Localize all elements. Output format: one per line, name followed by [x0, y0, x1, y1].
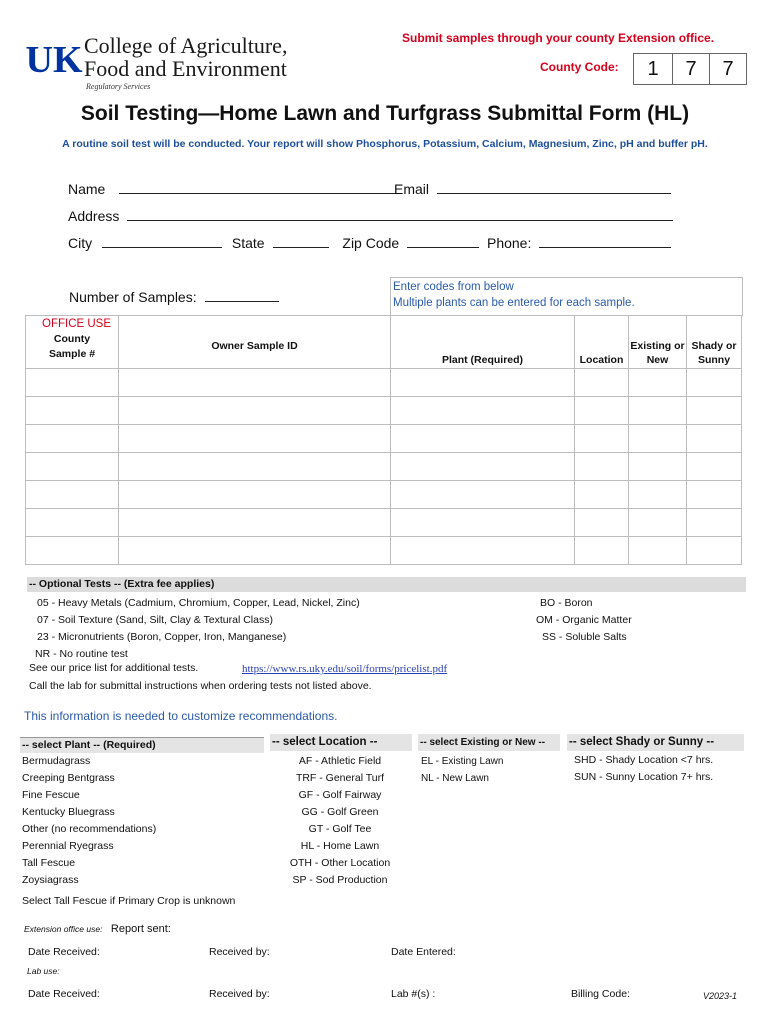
optional-tests-header: -- Optional Tests -- (Extra fee applies)	[27, 577, 746, 592]
cell-shady[interactable]	[687, 397, 742, 425]
address-label: Address	[68, 208, 120, 224]
codes-note-box	[390, 277, 743, 316]
county-code-digit: 1	[633, 53, 673, 85]
shady-list	[574, 752, 713, 786]
cell-existing[interactable]	[629, 425, 687, 453]
county-code-boxes	[633, 53, 747, 85]
list-item: Kentucky Bluegrass	[22, 806, 115, 818]
cell-location[interactable]	[575, 425, 629, 453]
col-plant	[391, 316, 575, 369]
city-row	[68, 233, 671, 251]
optional-test-item: BO - Boron	[540, 597, 593, 609]
table-row	[26, 509, 742, 537]
list-item: SP - Sod Production	[292, 874, 388, 886]
col-location	[575, 316, 629, 369]
list-item: NL - New Lawn	[421, 773, 489, 784]
cell-plant[interactable]	[391, 537, 575, 565]
list-item: SHD - Shady Location <7 hrs.	[574, 754, 714, 766]
cell-existing[interactable]	[629, 453, 687, 481]
cell-shady[interactable]	[687, 453, 742, 481]
cell-existing[interactable]	[629, 369, 687, 397]
state-field[interactable]	[273, 233, 329, 248]
name-row	[68, 179, 397, 197]
number-samples-label: Number of Samples:	[69, 289, 197, 305]
cell-shady[interactable]	[687, 509, 742, 537]
county-code-digit: 7	[710, 53, 747, 85]
cell-owner[interactable]	[119, 425, 391, 453]
optional-tests-right	[536, 595, 632, 646]
office-use-label: OFFICE USE	[42, 318, 112, 330]
county-code-label: County Code:	[540, 60, 619, 74]
table-row	[26, 537, 742, 565]
price-note: See our price list for additional tests.	[29, 662, 199, 674]
college-name-line2: Food and Environment	[84, 56, 287, 81]
call-note: Call the lab for submittal instructions when ordering tests not listed above.	[29, 680, 372, 692]
table-row	[26, 369, 742, 397]
col-location-label: Location	[579, 354, 624, 366]
date-received-lab-label: Date Received:	[28, 988, 100, 1000]
table-row	[26, 453, 742, 481]
plant-footnote: Select Tall Fescue if Primary Crop is unknown	[22, 895, 236, 907]
cell-plant[interactable]	[391, 453, 575, 481]
samples-header-row	[26, 316, 742, 369]
cell-location[interactable]	[575, 397, 629, 425]
lab-use-label: Lab use:	[27, 966, 60, 976]
col-owner-id	[119, 316, 391, 369]
cell-location[interactable]	[575, 509, 629, 537]
cell-county[interactable]	[26, 537, 119, 565]
report-sent-label: Report sent:	[110, 923, 171, 935]
optional-test-item: OM - Organic Matter	[536, 614, 632, 626]
location-list-header: -- select Location --	[270, 734, 412, 751]
col-owner-label: Owner Sample ID	[211, 340, 298, 352]
phone-label: Phone:	[486, 235, 532, 251]
optional-test-item: SS - Soluble Salts	[542, 631, 627, 643]
plant-list-header: -- select Plant -- (Required)	[20, 737, 264, 753]
cell-plant[interactable]	[391, 425, 575, 453]
list-item: GT - Golf Tee	[308, 823, 372, 835]
codes-note-2: Multiple plants can be entered for each sample.	[393, 297, 635, 309]
email-label: Email	[394, 181, 430, 197]
list-item: Fine Fescue	[22, 789, 80, 801]
col-sample-label: Sample #	[48, 348, 96, 360]
submit-note: Submit samples through your county Extension office.	[402, 31, 715, 45]
cell-owner[interactable]	[119, 453, 391, 481]
email-field[interactable]	[437, 179, 671, 194]
name-field[interactable]	[119, 179, 397, 194]
plant-list	[22, 753, 156, 889]
list-item: Creeping Bentgrass	[22, 772, 115, 784]
col-county-label: County	[53, 333, 91, 345]
college-name-line1: College of Agriculture,	[84, 33, 288, 58]
cell-owner[interactable]	[119, 537, 391, 565]
cell-shady[interactable]	[687, 425, 742, 453]
existing-list	[421, 753, 503, 787]
cell-owner[interactable]	[119, 369, 391, 397]
cell-county[interactable]	[26, 453, 119, 481]
cell-existing[interactable]	[629, 481, 687, 509]
ext-use-label: Extension office use:	[24, 924, 103, 934]
list-item: EL - Existing Lawn	[421, 756, 504, 767]
zip-field[interactable]	[407, 233, 479, 248]
list-item: OTH - Other Location	[289, 857, 391, 869]
list-item: GF - Golf Fairway	[298, 789, 382, 801]
list-item: Perennial Ryegrass	[22, 840, 114, 852]
table-row	[26, 397, 742, 425]
list-item: SUN - Sunny Location 7+ hrs.	[574, 771, 714, 783]
shady-list-header: -- select Shady or Sunny --	[567, 734, 744, 751]
county-code-digit: 7	[673, 53, 710, 85]
address-row	[68, 206, 673, 224]
state-label: State	[231, 235, 265, 251]
cell-location[interactable]	[575, 369, 629, 397]
zip-label: Zip Code	[342, 235, 400, 251]
col-plant-label: Plant (Required)	[441, 354, 524, 366]
location-list	[280, 753, 400, 889]
optional-test-item: 07 - Soil Texture (Sand, Silt, Clay & Textural Class)	[37, 614, 273, 626]
version-label: V2023-1	[703, 991, 738, 1001]
col-shady-label1: Shady or	[691, 340, 737, 352]
ext-use-row	[24, 919, 171, 937]
cell-county[interactable]	[26, 425, 119, 453]
table-row	[26, 425, 742, 453]
phone-field[interactable]	[539, 233, 671, 248]
list-item: AF - Athletic Field	[298, 755, 382, 767]
optional-tests-left	[37, 595, 360, 663]
optional-test-item: 05 - Heavy Metals (Cadmium, Chromium, Copper, Lead, Nickel, Zinc)	[37, 597, 360, 609]
lab-number-label: Lab #(s) :	[391, 988, 436, 1000]
samples-table	[25, 315, 742, 565]
cell-plant[interactable]	[391, 481, 575, 509]
col-existing-label2: New	[646, 354, 669, 366]
page-title: Soil Testing—Home Lawn and Turfgrass Submittal Form (HL)	[80, 102, 690, 125]
col-existing	[629, 316, 687, 369]
cell-existing[interactable]	[629, 397, 687, 425]
list-item: Other (no recommendations)	[22, 823, 157, 835]
cell-shady[interactable]	[687, 481, 742, 509]
cell-plant[interactable]	[391, 369, 575, 397]
number-samples-row	[69, 287, 279, 305]
col-county-sample	[26, 316, 119, 369]
received-by-label: Received by:	[209, 946, 270, 958]
uk-logo	[25, 36, 83, 81]
address-field[interactable]	[127, 206, 673, 221]
city-label: City	[68, 235, 93, 251]
cell-location[interactable]	[575, 537, 629, 565]
list-item: Tall Fescue	[22, 857, 76, 869]
date-received-label: Date Received:	[28, 946, 100, 958]
cell-existing[interactable]	[629, 509, 687, 537]
list-item: TRF - General Turf	[295, 772, 385, 784]
cell-plant[interactable]	[391, 509, 575, 537]
city-field[interactable]	[102, 233, 222, 248]
name-label: Name	[68, 181, 106, 197]
price-list-link[interactable]: https://www.rs.uky.edu/soil/forms/pricelist.pdf	[242, 663, 448, 675]
optional-test-item: 23 - Micronutrients (Boron, Copper, Iron, Manganese)	[37, 631, 287, 643]
list-item: HL - Home Lawn	[300, 840, 380, 852]
col-shady-label2: Sunny	[697, 354, 731, 366]
date-entered-label: Date Entered:	[391, 946, 456, 958]
cell-shady[interactable]	[687, 369, 742, 397]
uk-logo-icon	[25, 36, 83, 81]
info-note: This information is needed to customize recommendations.	[24, 709, 338, 723]
cell-shady[interactable]	[687, 537, 742, 565]
cell-owner[interactable]	[119, 509, 391, 537]
list-item: GG - Golf Green	[301, 806, 379, 818]
college-sub: Regulatory Services	[86, 82, 151, 91]
cell-county[interactable]	[26, 481, 119, 509]
cell-plant[interactable]	[391, 397, 575, 425]
col-shady	[687, 316, 742, 369]
existing-list-header: -- select Existing or New --	[418, 734, 560, 751]
list-item: Bermudagrass	[22, 755, 91, 767]
svg-text:UK: UK	[25, 39, 83, 81]
page-subtitle: A routine soil test will be conducted. Your report will show Phosphorus, Potassium, Calcium, Magnesium, Zinc, pH and buffer pH.	[62, 138, 708, 150]
cell-county[interactable]	[26, 369, 119, 397]
codes-note-1: Enter codes from below	[393, 281, 514, 293]
cell-existing[interactable]	[629, 537, 687, 565]
list-item: Zoysiagrass	[22, 874, 79, 886]
number-samples-field[interactable]	[205, 287, 279, 302]
received-by-lab-label: Received by:	[209, 988, 270, 1000]
cell-location[interactable]	[575, 453, 629, 481]
cell-owner[interactable]	[119, 481, 391, 509]
cell-county[interactable]	[26, 509, 119, 537]
cell-owner[interactable]	[119, 397, 391, 425]
cell-county[interactable]	[26, 397, 119, 425]
cell-location[interactable]	[575, 481, 629, 509]
table-row	[26, 481, 742, 509]
optional-test-item: NR - No routine test	[35, 648, 128, 660]
email-row	[394, 179, 671, 197]
billing-code-label: Billing Code:	[571, 988, 630, 1000]
col-existing-label1: Existing or	[630, 340, 685, 352]
